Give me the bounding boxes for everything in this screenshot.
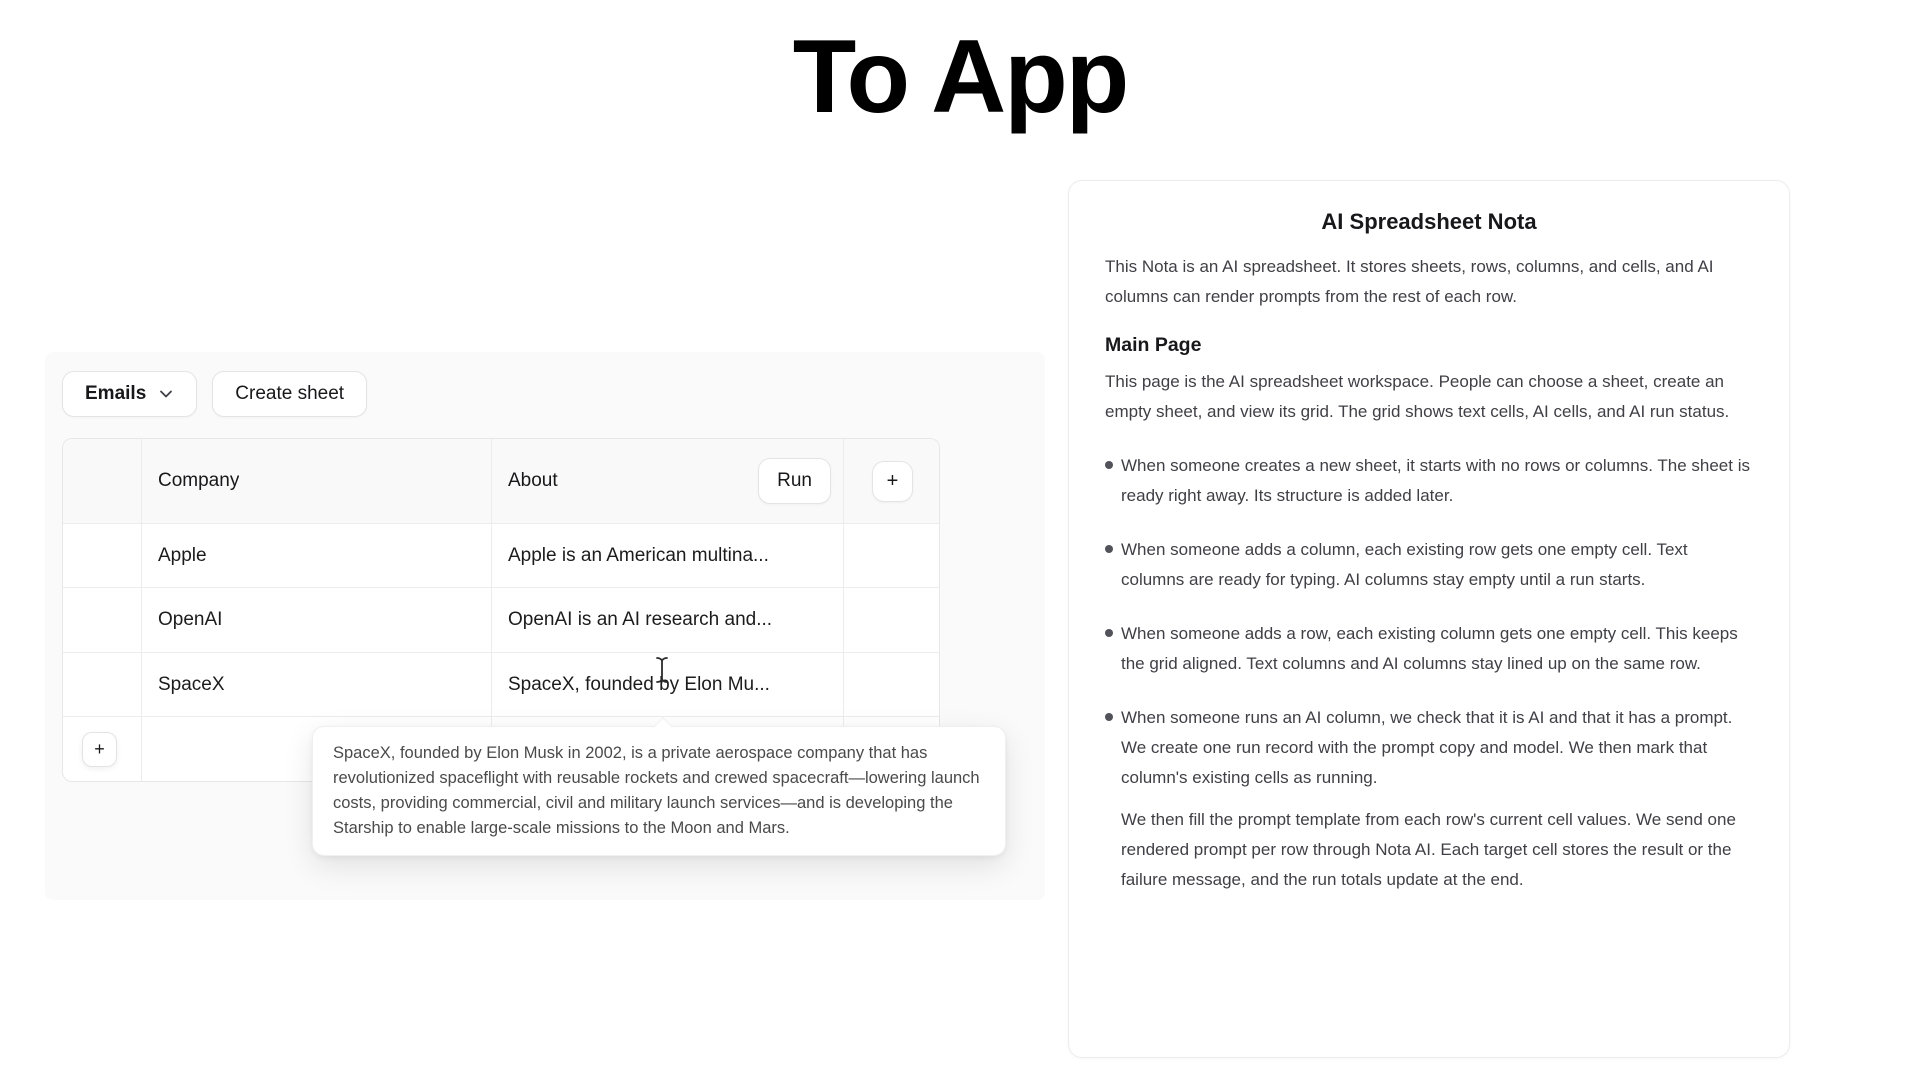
row-end-cell xyxy=(843,588,939,652)
row-handle-header-cell xyxy=(63,439,141,523)
company-column-label: Company xyxy=(158,470,240,491)
about-cell-text: OpenAI is an AI research and... xyxy=(508,609,773,630)
list-item: When someone adds a row, each existing column gets one empty cell. This keeps the grid aligned. Text columns and AI columns stay lined up on the same row. xyxy=(1121,619,1753,679)
company-cell-text: Apple xyxy=(158,544,207,566)
tooltip-text: SpaceX, founded by Elon Musk in 2002, is a private aerospace company that has revolutionized spaceflight with reusable rockets and crewed spacecraft—lowering launch costs, providing commercial, civil and military launch services—and is developing the Starship to enable large-scale missions to the Moon and Mars. xyxy=(333,744,980,837)
create-sheet-button[interactable] xyxy=(212,371,367,417)
list-item: When someone adds a column, each existing row gets one empty cell. Text columns are ready for typing. AI columns stay empty until a run starts. xyxy=(1121,535,1753,595)
text-cursor-icon xyxy=(653,656,671,689)
cell-content-tooltip xyxy=(312,726,1006,856)
row-end-cell xyxy=(843,524,939,587)
run-button-label: Run xyxy=(777,470,812,491)
row-handle-cell[interactable] xyxy=(63,653,141,716)
list-item: When someone runs an AI column, we check that it is AI and that it has a prompt. We create one run record with the prompt copy and model. We then mark that column's existing cells as running. xyxy=(1121,703,1753,793)
about-cell-text: Apple is an American multina... xyxy=(508,544,769,566)
about-cell[interactable] xyxy=(491,588,843,652)
about-column-label: About xyxy=(508,470,558,491)
sheet-selector-dropdown[interactable] xyxy=(62,371,197,417)
table-row xyxy=(63,523,939,587)
add-column-header-cell xyxy=(843,439,939,523)
about-cell[interactable] xyxy=(491,524,843,587)
row-handle-cell[interactable] xyxy=(63,588,141,652)
page-title: To App xyxy=(792,19,1128,135)
add-column-button[interactable] xyxy=(872,461,913,502)
create-sheet-label: Create sheet xyxy=(235,383,345,404)
row-end-cell xyxy=(843,653,939,716)
doc-bullet-list xyxy=(1105,451,1753,793)
run-ai-column-button[interactable] xyxy=(758,458,831,504)
doc-panel-title: AI Spreadsheet Nota xyxy=(1321,209,1537,234)
doc-intro-paragraph: This Nota is an AI spreadsheet. It stores sheets, rows, columns, and cells, and AI columns can render prompts from the rest of each row. xyxy=(1105,257,1714,306)
chevron-down-icon xyxy=(158,386,174,402)
plus-icon: + xyxy=(886,469,899,492)
column-header-company[interactable] xyxy=(141,439,491,523)
column-header-about[interactable] xyxy=(491,439,843,523)
doc-section-heading: Main Page xyxy=(1105,334,1202,356)
grid-header-row xyxy=(63,439,939,523)
table-row xyxy=(63,652,939,716)
about-cell-text: SpaceX, founded by Elon Mu... xyxy=(508,673,770,695)
company-cell[interactable] xyxy=(141,588,491,652)
sheet-toolbar xyxy=(62,371,367,417)
row-handle-cell[interactable] xyxy=(63,524,141,587)
sheet-selector-label: Emails xyxy=(85,383,147,404)
add-row-button[interactable] xyxy=(82,732,117,767)
company-cell[interactable] xyxy=(141,653,491,716)
plus-icon: + xyxy=(94,739,105,759)
doc-panel xyxy=(1068,180,1790,1058)
table-row xyxy=(63,587,939,652)
doc-section-paragraph: This page is the AI spreadsheet workspace. People can choose a sheet, create an empty sheet, and view its grid. The grid shows text cells, AI cells, and AI run status. xyxy=(1105,372,1730,421)
company-cell[interactable] xyxy=(141,524,491,587)
company-cell-text: OpenAI xyxy=(158,609,223,630)
doc-closing-paragraph: We then fill the prompt template from each row's current cell values. We send one rendered prompt per row through Nota AI. Each target cell stores the result or the failure message, and the run totals update at the end. xyxy=(1121,810,1736,889)
company-cell-text: SpaceX xyxy=(158,673,225,695)
list-item: When someone creates a new sheet, it starts with no rows or columns. The sheet is ready right away. Its structure is added later. xyxy=(1121,451,1753,511)
